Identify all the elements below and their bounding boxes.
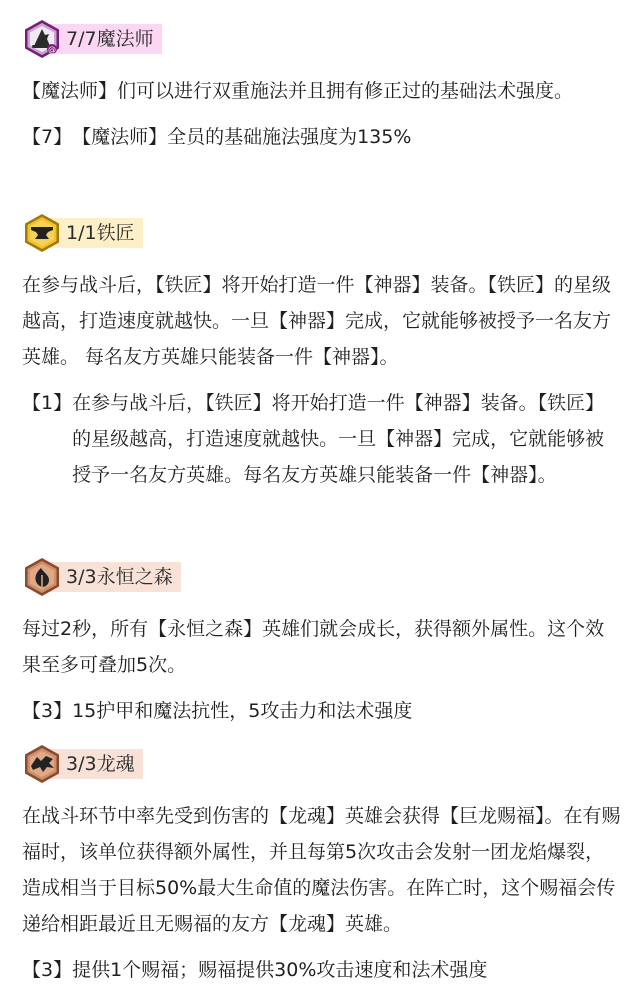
tier-level: 【3】 bbox=[22, 700, 73, 722]
trait-tag: 7/7魔法师 bbox=[48, 24, 162, 54]
trait-header bbox=[22, 557, 622, 597]
trait-description: 每过2秒，所有【永恒之森】英雄们就会成长，获得额外属性。这个效果至多可叠加5次。 bbox=[22, 618, 605, 676]
trait-description: 【魔法师】们可以进行双重施法并且拥有修正过的基础法术强度。 bbox=[22, 80, 574, 102]
anvil-icon bbox=[22, 213, 62, 253]
trait-blacksmith bbox=[22, 213, 622, 493]
tier-level: 【3】 bbox=[22, 959, 73, 981]
trait-mage bbox=[22, 19, 622, 155]
tier-text: 提供1个赐福；赐福提供30%攻击速度和法术强度 bbox=[72, 959, 488, 981]
tier-row bbox=[22, 693, 622, 729]
tier-text: 【魔法师】全员的基础施法强度为135% bbox=[72, 126, 412, 148]
trait-header bbox=[22, 744, 622, 784]
trait-dragonsoul bbox=[22, 744, 622, 988]
trait-description: 在参与战斗后，【铁匠】将开始打造一件【神器】装备。【铁匠】的星级越高，打造速度就越快。一旦【神器】完成，它就能够被授予一名友方英雄。 每名友方英雄只能装备一件【神器】。 bbox=[22, 274, 612, 368]
dragon-icon bbox=[22, 744, 62, 784]
trait-tag: 3/3永恒之森 bbox=[48, 562, 181, 592]
trait-header bbox=[22, 19, 622, 59]
tier-text: 15护甲和魔法抗性，5攻击力和法术强度 bbox=[72, 700, 413, 722]
trait-evergreen-forest bbox=[22, 557, 622, 729]
tier-row bbox=[22, 952, 622, 988]
tier-row bbox=[22, 385, 622, 493]
wizard-hat-icon bbox=[22, 19, 62, 59]
svg-text:@: @ bbox=[48, 45, 56, 54]
tier-level: 【7】 bbox=[22, 126, 73, 148]
trait-description: 在战斗环节中率先受到伤害的【龙魂】英雄会获得【巨龙赐福】。在有赐福时，该单位获得额外属性，并且每第5次攻击会发射一团龙焰爆裂，造成相当于目标50%最大生命值的魔法伤害。在阵亡时，这个赐福会传递给相距最近且无赐福的友方【龙魂】英雄。 bbox=[22, 805, 621, 935]
tier-text: 在参与战斗后，【铁匠】将开始打造一件【神器】装备。【铁匠】的星级越高，打造速度就越快。一旦【神器】完成，它就能够被授予一名友方英雄。每名友方英雄只能装备一件【神器】。 bbox=[72, 392, 605, 486]
trait-tag: 3/3龙魂 bbox=[48, 749, 143, 779]
tier-level: 【1】 bbox=[22, 392, 73, 414]
leaf-icon bbox=[22, 557, 62, 597]
tier-row bbox=[22, 119, 622, 155]
trait-tag: 1/1铁匠 bbox=[48, 218, 143, 248]
trait-header bbox=[22, 213, 622, 253]
